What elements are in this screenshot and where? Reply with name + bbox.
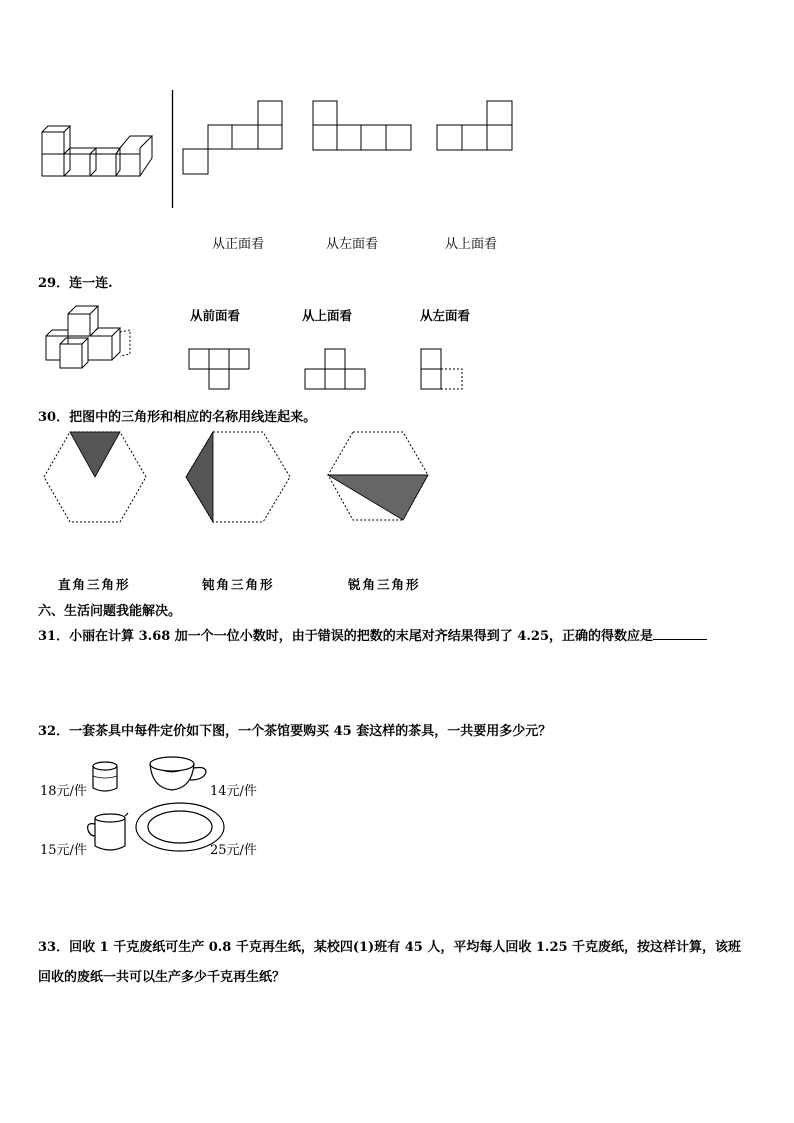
q32-price-teacup: 14元/件 [210,784,257,799]
q28-view-grid-2 [312,100,414,154]
q28-label-top: 从上面看 [445,237,498,252]
q30-hexagon-3 [326,430,430,524]
q28-view-grid-1 [182,100,284,178]
q29-label-top: 从上面看 [302,308,353,323]
q31-answer-blank[interactable] [653,628,707,640]
q32-price-pitcher: 15元/件 [40,843,87,858]
q30-name-acute: 锐角三角形 [348,577,421,592]
q33-line-1: 33．回收 1 千克废纸可生产 0.8 千克再生纸，某校四(1)班有 45 人，平均每人回收 1.25 千克废纸，按这样计算，该班 [38,940,742,955]
q28-cube-stack-figure [40,124,154,178]
q33-line-2: 回收的废纸一共可以生产多少千克再生纸？ [38,970,286,985]
q30-title: 30．把图中的三角形和相应的名称用线连起来。 [38,410,317,425]
q30-hexagon-2 [184,430,292,524]
q29-title: 29．连一连. [38,276,113,291]
q29-view-inverted-t [304,348,368,392]
teacup-icon [148,750,210,796]
q31-text [38,625,707,644]
q29-label-left: 从左面看 [420,308,471,323]
q29-view-l-shape [420,348,466,392]
q32-price-cup: 18元/件 [40,784,87,799]
q29-label-front: 从前面看 [190,308,241,323]
q32-price-plate: 25元/件 [210,843,257,858]
pitcher-icon [84,810,130,854]
q32-text: 32．一套茶具中每件定价如下图，一个茶馆要购买 45 套这样的茶具，一共要用多少元？ [38,724,552,739]
q30-name-obtuse: 钝角三角形 [202,577,275,592]
q31-question: 31．小丽在计算 3.68 加一个一位小数时，由于错误的把数的末尾对齐结果得到了 4.25，正确的得数应是 [38,629,653,644]
q28-label-front: 从正面看 [212,237,265,252]
q29-view-t-shape [188,348,252,392]
q28-divider-line [171,90,175,210]
q30-name-right: 直角三角形 [58,577,131,592]
q29-cube-figure [42,304,138,374]
q28-view-grid-3 [436,100,516,154]
section6-title: 六、生活问题我能解决。 [38,604,182,619]
q28-label-left: 从左面看 [326,237,379,252]
cup-icon [90,760,122,794]
q30-hexagon-1 [42,430,148,524]
